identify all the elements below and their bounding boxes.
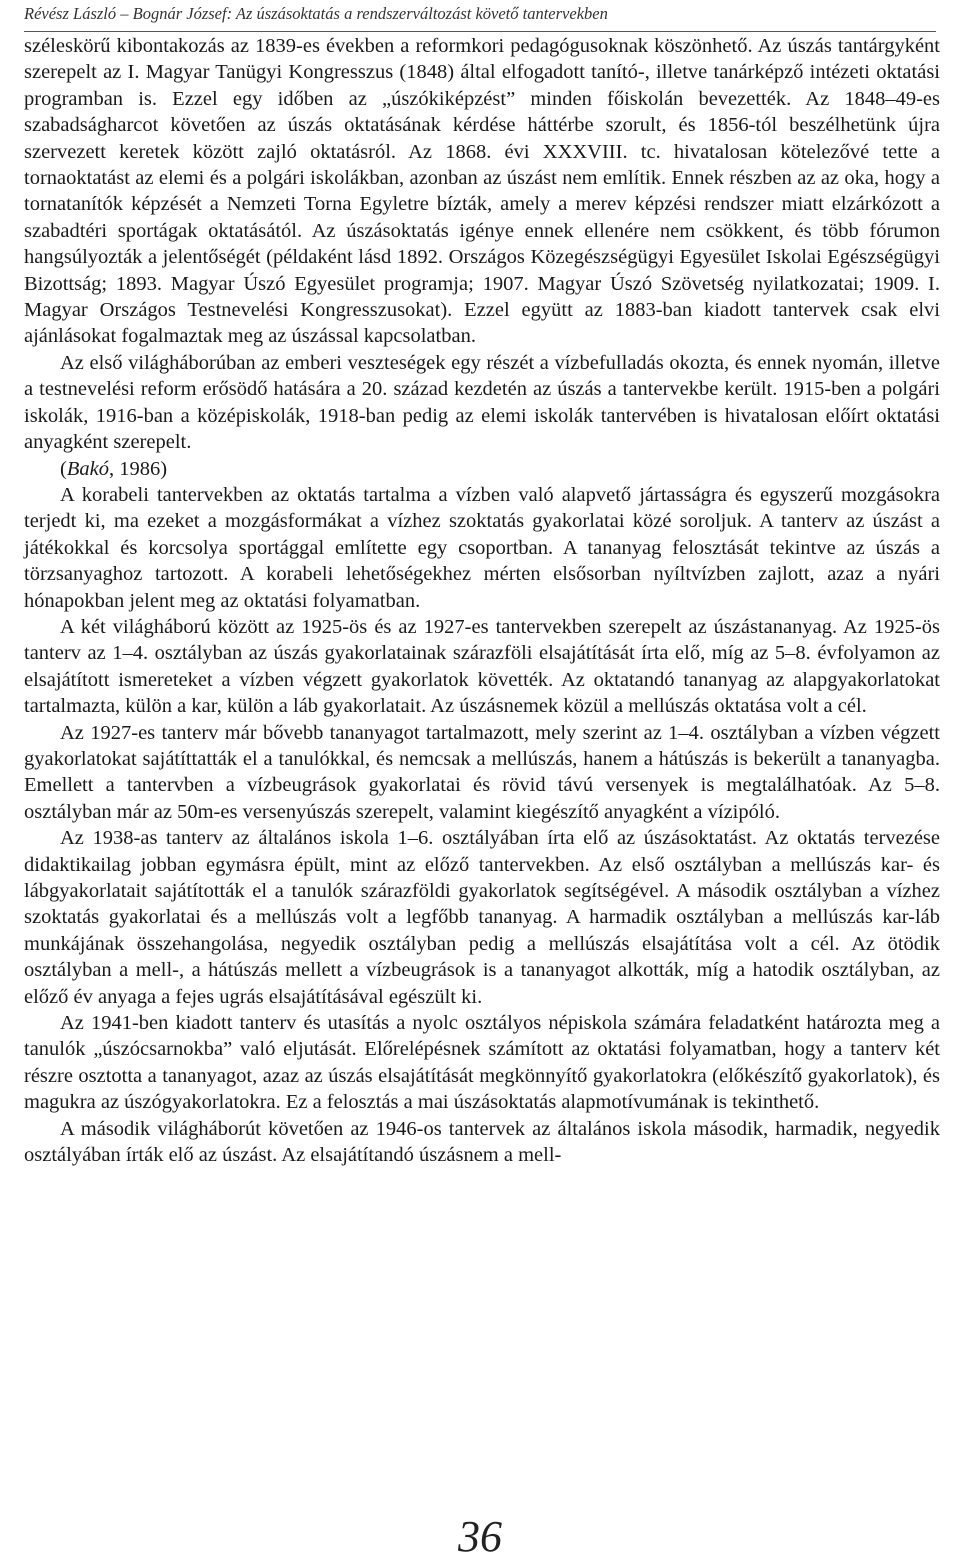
citation-year: 1986 <box>119 457 161 480</box>
citation: (Bakó, 1986) <box>60 457 168 480</box>
paragraph-2-text: Az első világháborúban az emberi veszteségek egy részét a vízbefulladás okozta, és ennek nyomán, illetve a testnevelési reform erősödő hatására a 20. század kezdetén az úszás a tantervekbe került. 1915-ben a polgári iskolák, 1916-ban a középiskolák, 1918-ban pedig az elemi iskolák tantervében is hivatalosan előírt oktatási anyagként szerepelt. <box>24 351 940 454</box>
paragraph-6: Az 1938-as tanterv az általános iskola 1–6. osztályában írta elő az úszásoktatást. Az oktatás tervezése didaktikailag jobban egymásra épült, mint az előző tantervekben. Az első osztályban a mellúszás kar- és lábgyakorlatait sajátították el a tanulók szárazföldi gyakorlatok segítségével. A második osztályban a vízhez szoktatás gyakorlatai és a mellúszás volt a legfőbb tananyag. A harmadik osztályban a mellúszás kar-láb munkájának összehangolása, negyedik osztályban pedig a mellúszás elsajátítása volt a cél. Az ötödik osztályban a mell-, a hátúszás mellett a vízbeugrások is a tananyagot alkották, míg a hatodik osztályban, az előző év anyaga a fejes ugrás elsajátításával egészült ki. <box>24 827 940 1008</box>
paragraph-2 <box>24 350 940 482</box>
paragraph-8: A második világháborút követően az 1946-os tantervek az általános iskola második, harmadik, negyedik osztályában írták elő az úszást. Az elsajátítandó úszásnem a mell- <box>24 1117 940 1167</box>
paragraph-5: Az 1927-es tanterv már bővebb tananyagot tartalmazott, mely szerint az 1–4. osztályban a vízben végzett gyakorlatokat sajátíttatták el a tanulókkal, és nemcsak a mellúszás, hanem a hátúszás is bekerült a tananyagba. Emellett a tantervben a vízbeugrások gyakorlatai és rövid távú versenyek is megtalálhatóak. Az 5–8. osztályban már az 50m-es versenyúszás szerepelt, valamint kiegészítő anyagként a vízipóló. <box>24 721 940 823</box>
paragraph-1: széleskörű kibontakozás az 1839-es években a reformkori pedagógusoknak köszönhető. Az úszás tantárgyként szerepelt az I. Magyar Tanügyi Kongresszus (1848) által elfogadott tanító-, illetve tanárképző intézeti oktatási programban is. Ezzel egy időben az „úszókiképzést” minden főiskolán bevezették. Az 1848–49-es szabadságharcot követően az úszás oktatásának kérdése háttérbe szorult, és 1856-tól beszélhetünk újra szervezett keretek között zajló oktatásról. Az 1868. évi XXXVIII. tc. hivatalosan kötelezővé tette a tornaoktatást az elemi és a polgári iskolákban, azonban az úszást nem említik. Ennek részben az az oka, hogy a tornatanítók képzését a Nemzeti Torna Egyletre bízták, amely a merev képzési rendszer miatt elzárkózott a szabadtéri sportágak oktatásától. Az úszásoktatás igénye ennek ellenére nem csökkent, és több fórumon hangsúlyozták a jelentőségét (példaként lásd 1892. Országos Közegészségügyi Egyesület Iskolai Egészségügyi Bizottság; 1893. Magyar Úszó Egyesület programja; 1907. Magyar Úszó Szövetség nyilatkozatai; 1909. I. Magyar Országos Testnevelési Kongresszusokat). Ezzel együtt az 1883-ban kiadott tantervek csak elvi ajánlásokat fogalmaztak meg az úszással kapcsolatban. <box>24 35 940 348</box>
paragraph-7: Az 1941-ben kiadott tanterv és utasítás a nyolc osztályos népiskola számára feladatként határozta meg a tanulók „úszócsarnokba” való eljutását. Előrelépésnek számított az oktatási folyamatban, hogy a tanterv két részre osztotta a tananyagot, azaz az úszás elsajátítását megkönnyítő gyakorlatokra (előkészítő gyakorlatok), és magukra az úszógyakorlatokra. Ez a felosztás a mai úszásoktatás alapmotívumának is tekinthető. <box>24 1012 940 1114</box>
paragraph-3: A korabeli tantervekben az oktatás tartalma a vízben való alapvető jártasságra és egyszerű mozgásokra terjedt ki, ma ezeket a mozgásformákat a vízhez szoktatás gyakorlatai közé soroljuk. A tanterv az úszást a játékokkal és korcsolya sportággal említette egy csoportban. A tananyag felosztását tekintve az úszás a törzsanyaghoz tartozott. A korabeli lehetőségekhez mérten elsősorban nyíltvízben zajlott, azaz a nyári hónapokban jelent meg az oktatási folyamatban. <box>24 483 940 612</box>
running-head: Révész László – Bognár József: Az úszásoktatás a rendszerváltozást követő tantervekben <box>24 4 608 23</box>
paragraph-4: A két világháború között az 1925-ös és az 1927-es tantervekben szerepelt az úszástananyag. Az 1925-ös tanterv az 1–4. osztályban az úszás gyakorlatainak szárazföli elsajátítását írta elő, míg az 5–8. évfolyamon az elsajátított ismereteket a vízben végzett gyakorlatok követték. Az oktatandó tananyag az alapgyakorlatokat tartalmazta, külön a kar, külön a láb gyakorlatait. Az úszásnemek közül a mellúszás oktatása volt a cél. <box>24 615 940 718</box>
header-rule <box>24 31 936 32</box>
article-body <box>24 33 940 1168</box>
page-number: 36 <box>458 1512 502 1561</box>
citation-author: Bakó <box>66 457 109 480</box>
